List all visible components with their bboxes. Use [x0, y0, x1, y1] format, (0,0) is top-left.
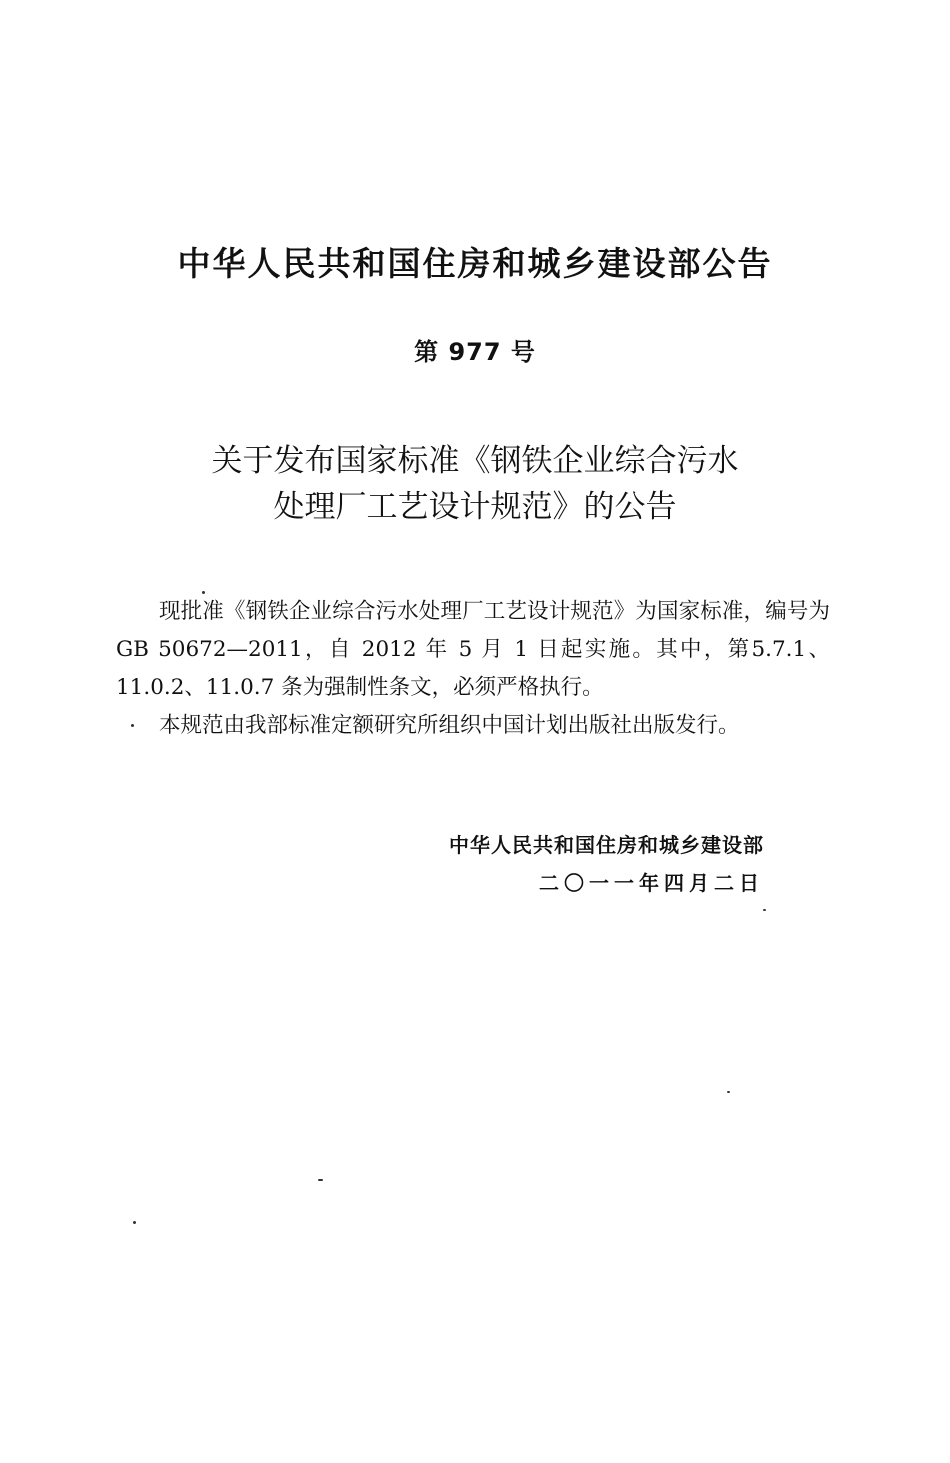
issue-date: 二〇一一年四月二日: [539, 871, 764, 895]
ministry-title: 中华人民共和国住房和城乡建设部公告: [177, 244, 773, 283]
subject-title: [0, 438, 950, 530]
announcement-body: [116, 593, 830, 745]
scan-speck: [727, 1091, 730, 1093]
scan-speck: [763, 909, 766, 911]
signature-block: [386, 826, 764, 902]
body-paragraph-2: 本规范由我部标准定额研究所组织中国计划出版社出版发行。: [159, 713, 740, 738]
body-paragraph-1: 现批准《钢铁企业综合污水处理厂工艺设计规范》为国家标准，编号为GB 50672—2011，自 2012 年 5 月 1 日起实施。其中，第5.7.1、11.0.2、11.0.7 条为强制性条文，必须严格执行。: [116, 599, 830, 700]
issuer-name: 中华人民共和国住房和城乡建设部: [449, 833, 764, 857]
scan-speck: [131, 724, 134, 727]
scan-speck: [318, 1179, 323, 1181]
subject-title-line-1: 关于发布国家标准《钢铁企业综合污水: [211, 443, 739, 479]
scan-speck: [202, 591, 205, 594]
subject-title-line-2: 处理厂工艺设计规范》的公告: [273, 489, 677, 525]
scan-speck: [133, 1221, 136, 1224]
announcement-number: 第 977 号: [414, 338, 536, 366]
